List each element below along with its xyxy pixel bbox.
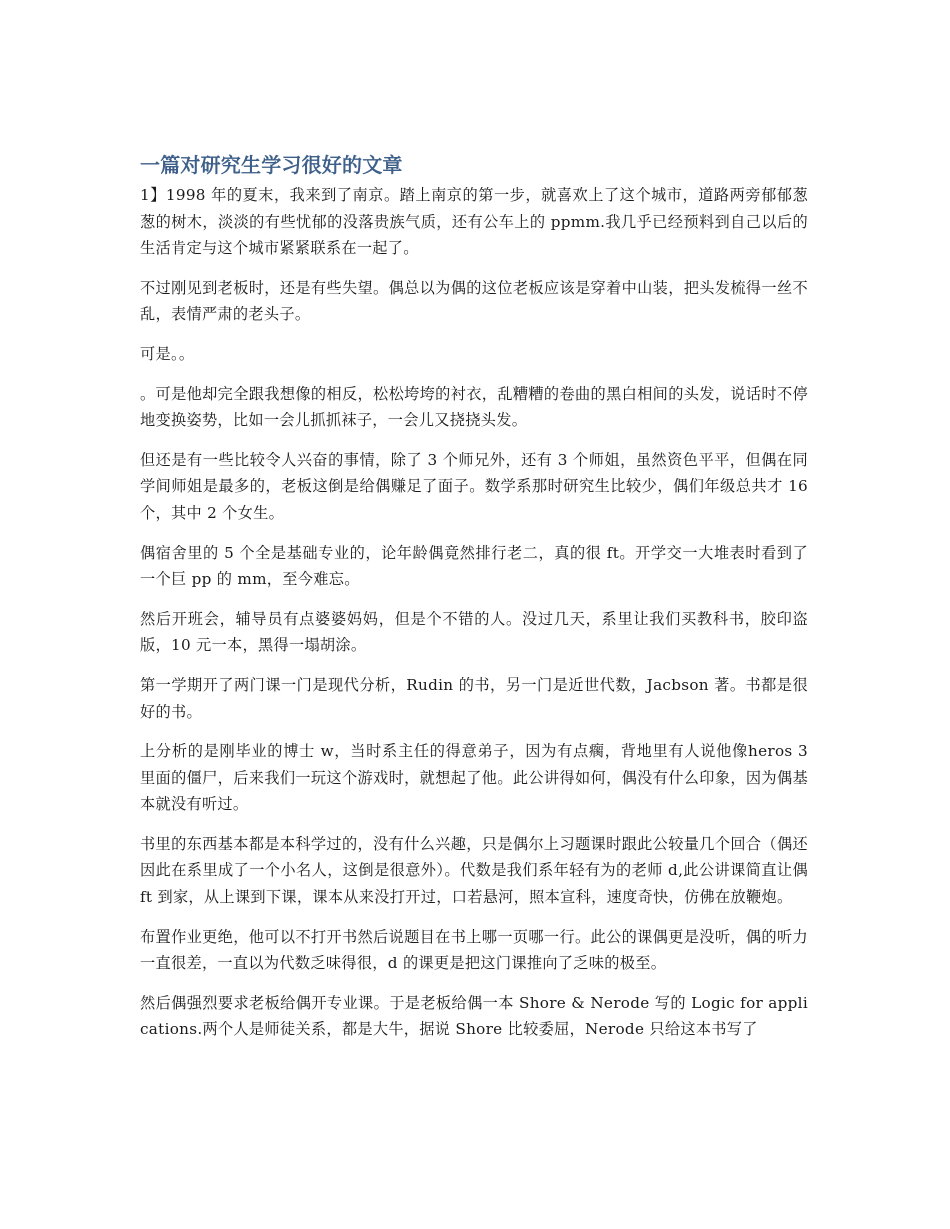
paragraph-4: 。可是他却完全跟我想像的相反，松松垮垮的衬衣，乱糟糟的卷曲的黑白相间的头发，说话时不停地变换姿势，比如一会儿抓抓袜子，一会儿又挠挠头发。 [140, 384, 808, 430]
paragraph-12: 然后偶强烈要求老板给偶开专业课。于是老板给偶一本 Shore & Nerode 写的 Logic for applications.两个人是师徒关系，都是大牛，据说 Shore 比较委屈，Nerode 只给这本书写了 [140, 993, 808, 1039]
paragraph-1: 1】1998 年的夏末，我来到了南京。踏上南京的第一步，就喜欢上了这个城市，道路两旁郁郁葱葱的树木，淡淡的有些忧郁的没落贵族气质，还有公车上的 ppmm.我几乎已经预料到自己以后的生活肯定与这个城市紧紧联系在一起了。 [140, 186, 808, 258]
paragraph-9: 上分析的是刚毕业的博士 w，当时系主任的得意弟子，因为有点瘸，背地里有人说他像heros 3 里面的僵尸，后来我们一玩这个游戏时，就想起了他。此公讲得如何，偶没有什么印象，因为偶基本就没有听过。 [140, 742, 808, 814]
paragraph-10: 书里的东西基本都是本科学过的，没有什么兴趣，只是偶尔上习题课时跟此公较量几个回合（偶还因此在系里成了一个小名人，这倒是很意外）。代数是我们系年轻有为的老师 d,此公讲课简直让偶 ft 到家，从上课到下课，课本从来没打开过，口若悬河，照本宣科，速度奇快，仿佛在放鞭炮。 [140, 834, 808, 907]
document-page [140, 150, 808, 1056]
paragraph-7: 然后开班会，辅导员有点婆婆妈妈，但是个不错的人。没过几天，系里让我们买教科书，胶印盗版，10 元一本，黑得一塌胡涂。 [140, 609, 808, 655]
paragraph-6: 偶宿舍里的 5 个全是基础专业的，论年龄偶竟然排行老二，真的很 ft。开学交一大堆表时看到了一个巨 pp 的 mm，至今难忘。 [140, 543, 808, 589]
paragraph-8: 第一学期开了两门课一门是现代分析，Rudin 的书，另一门是近世代数，Jacbson 著。书都是很好的书。 [140, 675, 808, 721]
paragraph-11: 布置作业更绝，他可以不打开书然后说题目在书上哪一页哪一行。此公的课偶更是没听，偶的听力一直很差，一直以为代数乏味得很，d 的课更是把这门课推向了乏味的极至。 [140, 927, 808, 973]
paragraph-3: 可是。。 [140, 344, 195, 363]
document-title: 一篇对研究生学习很好的文章 [140, 153, 403, 177]
paragraph-5: 但还是有一些比较令人兴奋的事情，除了 3 个师兄外，还有 3 个师姐，虽然资色平平，但偶在同学间师姐是最多的，老板这倒是给偶赚足了面子。数学系那时研究生比较少，偶们年级总共才 16 个，其中 2 个女生。 [140, 450, 808, 522]
paragraph-2: 不过刚见到老板时，还是有些失望。偶总以为偶的这位老板应该是穿着中山装，把头发梳得一丝不乱，表情严肃的老头子。 [140, 278, 808, 324]
